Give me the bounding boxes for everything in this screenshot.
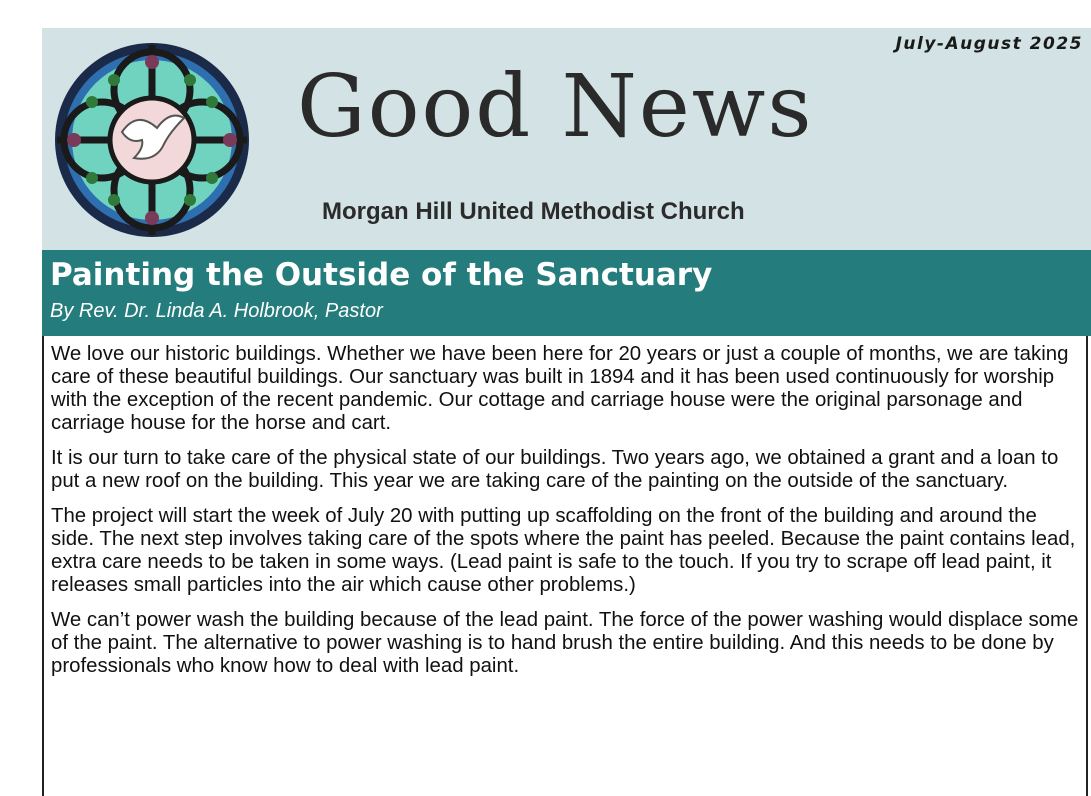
article-paragraph: The project will start the week of July 20 with putting up scaffolding on the front of the building and around the side. The next step involves taking care of the spots where the paint has peeled. Because the paint contains lead, extra care needs to be taken in some ways. (Lead paint is safe to the touch. If you try to scrape off lead paint, it releases small particles into the air which cause other problems.): [51, 505, 1076, 596]
newsletter-title: Good News: [297, 57, 814, 157]
article-paragraph: We can’t power wash the building because of the lead paint. The force of the power washing would displace some of the paint. The alternative to power washing is to hand brush the entire building. And this needs to be done by professionals who know how to deal with lead paint.: [51, 609, 1079, 677]
article-header: [42, 250, 1091, 336]
article-paragraph: It is our turn to take care of the physical state of our buildings. Two years ago, we obtained a grant and a loan to put a new roof on the building. This year we are taking care of the painting on the outside of the sanctuary.: [51, 447, 1059, 492]
church-name: Morgan Hill United Methodist Church: [322, 198, 745, 225]
newsletter-masthead: [42, 28, 1091, 250]
issue-date: July-August 2025: [895, 34, 1083, 54]
stained-glass-dove-window-icon: [52, 40, 252, 240]
article-body: [42, 336, 1088, 796]
article-headline: Painting the Outside of the Sanctuary: [50, 257, 713, 293]
article-byline: By Rev. Dr. Linda A. Holbrook, Pastor: [50, 300, 383, 322]
article-paragraph: We love our historic buildings. Whether we have been here for 20 years or just a couple of months, we are taking care of these beautiful buildings. Our sanctuary was built in 1894 and it has been used continuously for worship with the exception of the recent pandemic. Our cottage and carriage house were the original parsonage and carriage house for the horse and cart.: [51, 343, 1069, 434]
